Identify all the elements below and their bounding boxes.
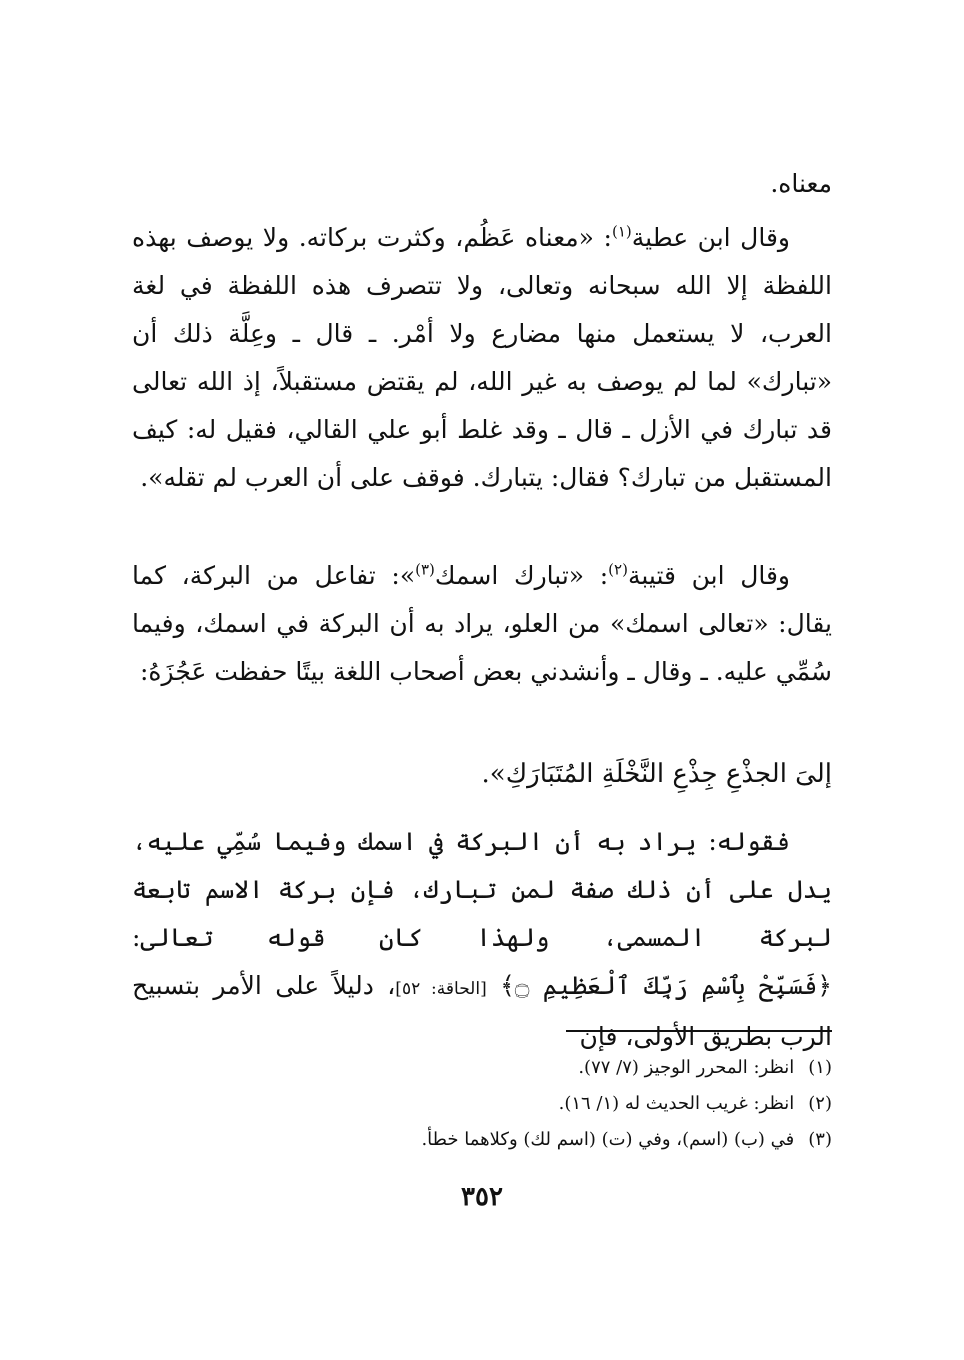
paragraph-text: ، دليلاً على الأمر بتسبيح الرب بطريق الأولى، فإن — [132, 971, 832, 1051]
page-number: ٣٥٢ — [461, 1182, 503, 1212]
footnote-number: (٣) — [808, 1129, 832, 1150]
poetry-verse: إلىَ الجذْعِ جِذْعِ النَّخْلَةِ المُتَبَارَكِ». — [481, 759, 832, 789]
paragraph-text: : «تبارك اسمك — [434, 561, 609, 590]
footnote-number: (٢) — [808, 1093, 832, 1114]
paragraph-ibn-atiyya — [132, 214, 832, 502]
footnote-ref[interactable]: (٢) — [608, 560, 628, 579]
paragraph-text: : «معناه عَظُم، وكثرت بركاته. ولا يوصف بهذه اللفظة إلا الله سبحانه وتعالى، ولا تتصرف هذه اللفظة في لغة العرب، لا يستعمل منها مضارع ولا أمْر. ـ قال ـ وعِلَّة ذلك أن «تبارك» لما لم يوصف به غير الله، لم يقتض مستقبلاً، إذ الله تعالى قد تبارك في الأزل ـ قال ـ وقد غلط أبو علي القالي، فقيل له: كيف المستقبل من تبارك؟ فقال: يتبارك. فوقف على أن العرب لم تقله». — [132, 223, 832, 492]
footnote-text: في (ب) (اسم)، وفي (ت) (اسم لك) وكلاهما خطأ. — [421, 1129, 795, 1150]
paragraph-text: »: تفاعل من البركة، كما يقال: «تعالى اسمك» من العلو، يراد به أن البركة في اسمك، وفيما سُمِّي عليه. ـ وقال ـ وأنشدني بعض أصحاب اللغة بيتًا حفظت عَجُزَهُ: — [132, 561, 832, 686]
footnotes — [132, 1050, 832, 1158]
paragraph-text: وقال ابن قتيبة — [627, 561, 791, 590]
footnote-ref[interactable]: (١) — [611, 222, 632, 241]
paragraph-text: وقال ابن عطية — [631, 223, 790, 252]
paragraph-text: فقوله: يراد به أن البركة في اسمك وفيما سُمِّي عليه، يدل على أن ذلك صفة لمن تبارك، فإن بركة الاسم تابعة لبركة المسمى، ولهذا كان قوله تعالى: — [132, 827, 832, 952]
footnote-ref[interactable]: (٣) — [415, 560, 435, 579]
footnote-item — [132, 1050, 832, 1086]
footnote-divider — [566, 1030, 832, 1032]
paragraph-ibn-qutayba — [132, 552, 832, 696]
quran-ayah: ﴿فَسَبِّحْ بِٱسْمِ رَبِّكَ ٱلْعَظِيمِ ۝﴾ — [500, 971, 833, 1000]
footnote-item — [132, 1086, 832, 1122]
footnote-item — [132, 1122, 832, 1158]
footnote-text: انظر: المحرر الوجيز (٧/ ٧٧). — [578, 1057, 795, 1078]
footnote-number: (١) — [808, 1057, 832, 1078]
footnote-text: انظر: غريب الحديث له (١/ ١٦). — [558, 1093, 795, 1114]
paragraph-explanation — [132, 818, 832, 1061]
opening-line: معناه. — [770, 169, 832, 198]
ayah-reference: [الحاقة: ٥٢] — [395, 979, 487, 999]
